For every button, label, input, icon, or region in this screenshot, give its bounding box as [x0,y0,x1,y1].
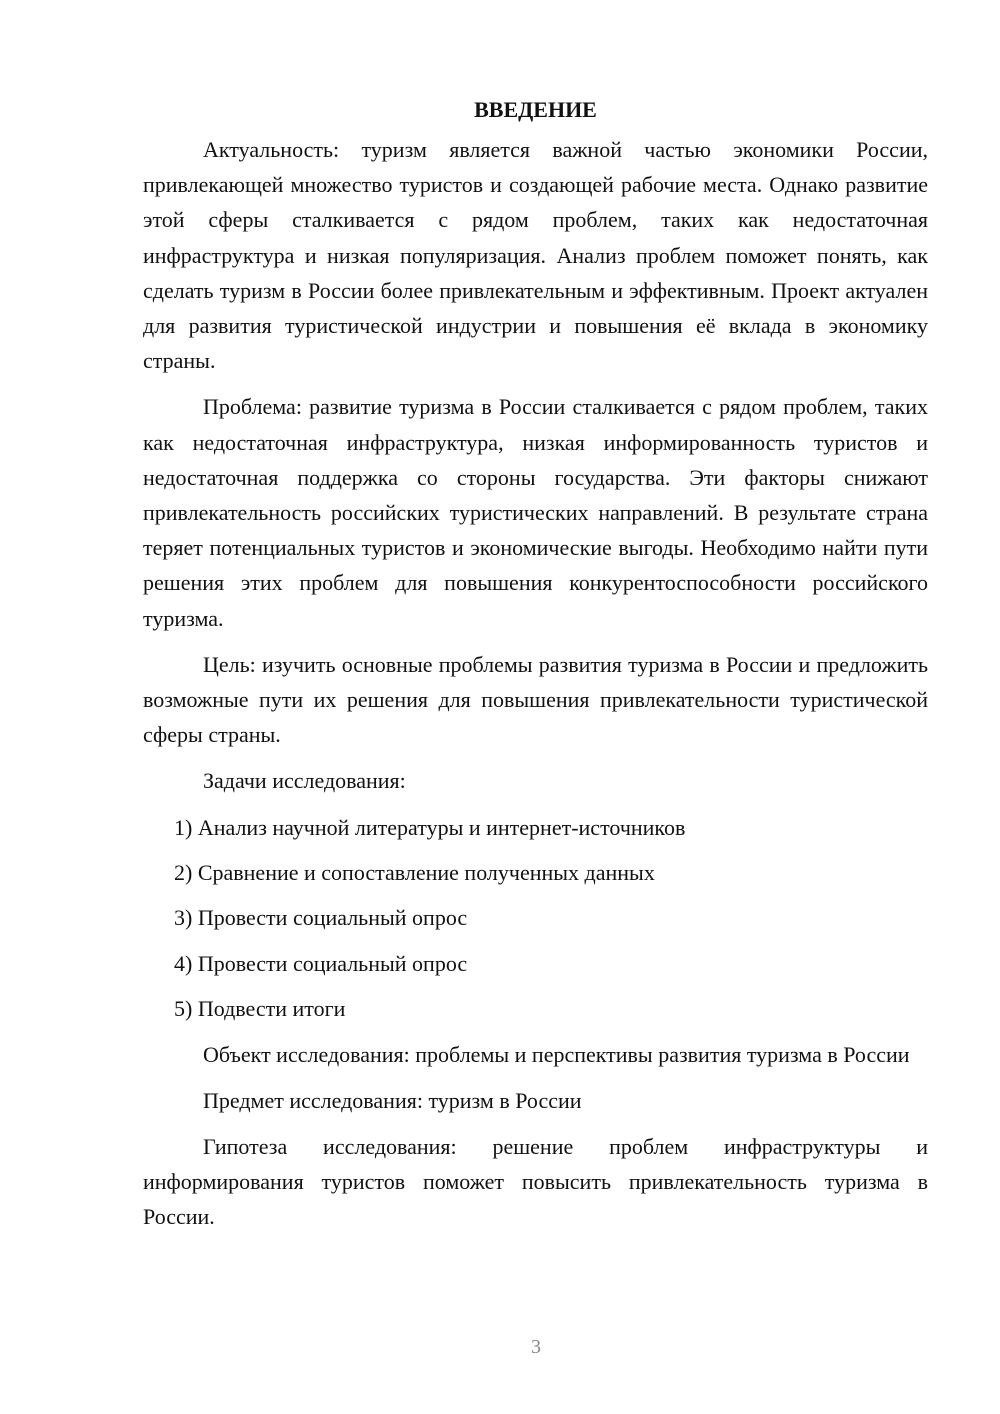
paragraph-subject: Предмет исследования: туризм в России [203,1087,582,1113]
list-item: 4) Провести социальный опрос [174,950,468,976]
paragraph-goal: Цель: изучить основные проблемы развития туризма в России и предложить возможные пути их решения для повышения привлекательности туристической сферы страны. [143,651,928,748]
page-number: 3 [531,1336,541,1358]
page-heading: ВВЕДЕНИЕ [474,97,597,122]
paragraph-relevance: Актуальность: туризм является важной частью экономики России, привлекающей множество туристов и создающей рабочие места. Однако развитие этой сферы сталкивается с рядом проблем, таких как недостаточная инфраструктура и низкая популяризация. Анализ проблем поможет понять, как сделать туризм в России более привлекательным и эффективным. Проект актуален для развития туристической индустрии и повышения её вклада в экономику страны. [143,137,928,374]
page-content [143,92,928,1246]
list-item: 3) Провести социальный опрос [174,905,468,931]
paragraph-tasks-title: Задачи исследования: [203,768,406,794]
paragraph-hypothesis: Гипотеза исследования: решение проблем инфраструктуры и информирования туристов поможет повысить привлекательность туризма в России. [143,1134,928,1230]
list-item: 2) Сравнение и сопоставление полученных данных [174,860,655,886]
paragraph-problem: Проблема: развитие туризма в России сталкивается с рядом проблем, таких как недостаточная инфраструктура, низкая информированность туристов и недостаточная поддержка со стороны государства. Эти факторы снижают привлекательность российских туристических направлений. В результате страна теряет потенциальных туристов и экономические выгоды. Необходимо найти пути решения этих проблем для повышения конкурентоспособности российского туризма. [143,394,928,631]
paragraph-object: Объект исследования: проблемы и перспективы развития туризма в России [203,1041,910,1067]
list-item: 1) Анализ научной литературы и интернет-источников [174,814,686,840]
tasks-list [143,810,928,1027]
list-item: 5) Подвести итоги [174,996,346,1022]
